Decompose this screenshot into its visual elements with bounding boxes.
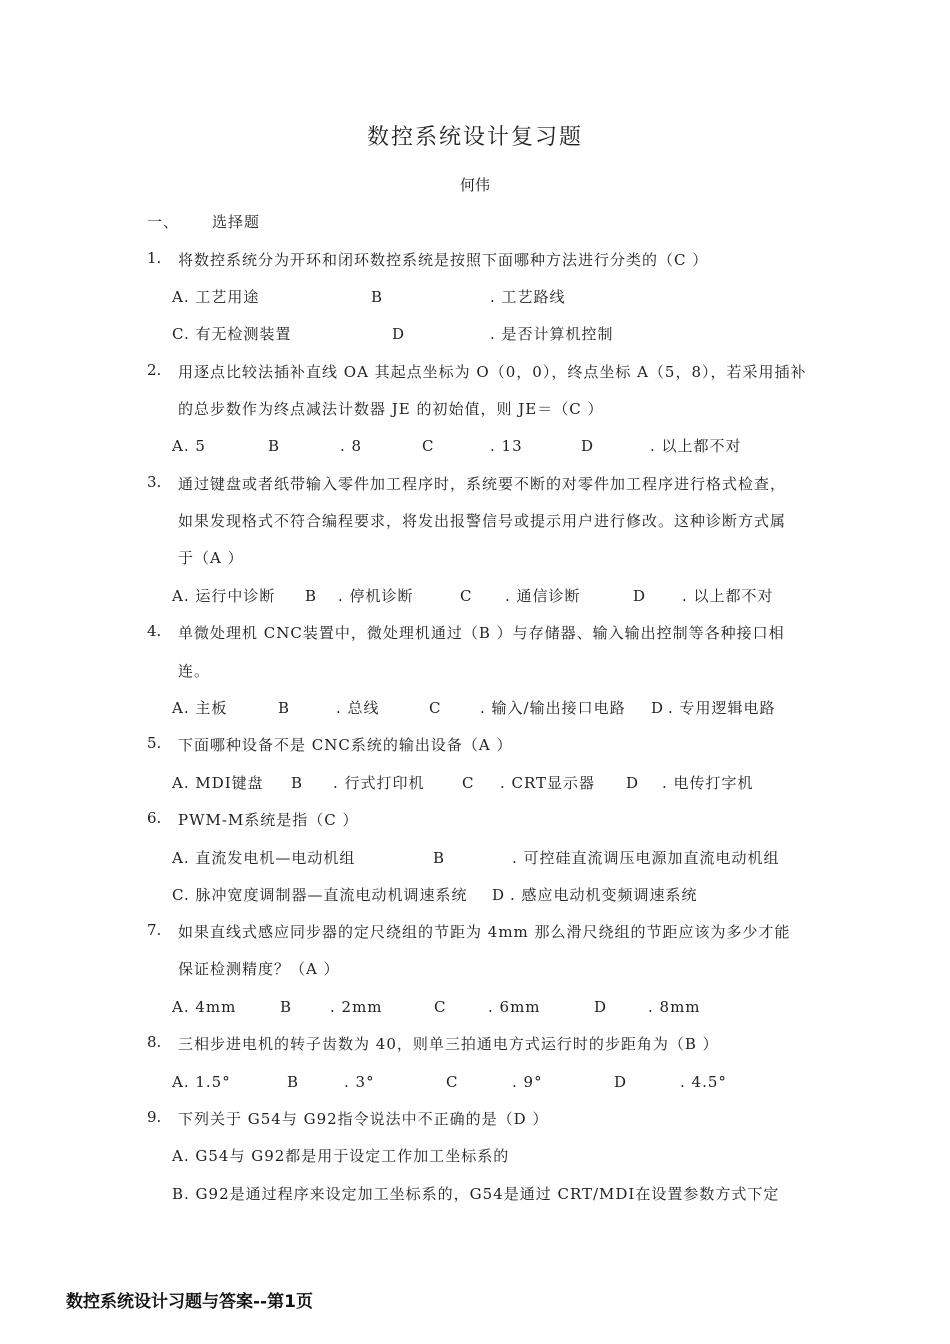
question-text: 如果直线式感应同步器的定尺绕组的节距为 4mm 那么滑尺绕组的节距应该为多少才能	[178, 923, 791, 941]
option-b-letter: B	[371, 288, 384, 306]
option-b-letter: B	[291, 774, 304, 792]
question-text: 下列关于 G54与 G92指令说法中不正确的是（D ）	[178, 1110, 549, 1128]
option-d-text: . 感应电动机变频调速系统	[510, 886, 698, 904]
option-a: A. 主板	[172, 699, 228, 717]
option-a: A. 5	[172, 437, 206, 455]
question-text: 的总步数作为终点减法计数器 JE 的初始值，则 JE＝（C ）	[178, 400, 604, 418]
question-number: 6.	[147, 809, 162, 827]
option-c-text: . 通信诊断	[505, 587, 581, 605]
option-c-text: . 6mm	[488, 998, 541, 1016]
option-c-text: . 9°	[512, 1073, 543, 1091]
option-d-text: . 4.5°	[680, 1073, 727, 1091]
option-d-text: . 以上都不对	[682, 587, 774, 605]
option-a: A. 工艺用途	[172, 288, 260, 306]
page-footer: 数控系统设计习题与答案--第1页	[66, 1292, 313, 1312]
option-d-text: . 是否计算机控制	[490, 325, 614, 343]
option-d-letter: D	[594, 998, 608, 1016]
option-c-text: . 13	[490, 437, 523, 455]
option-a: A. G54与 G92都是用于设定工作加工坐标系的	[172, 1147, 510, 1165]
option-c-letter: C	[434, 998, 447, 1016]
option-c-letter: C	[460, 587, 473, 605]
option-b-letter: B	[278, 699, 291, 717]
option-b-text: . 8	[340, 437, 363, 455]
option-b-text: . 2mm	[330, 998, 383, 1016]
option-b-text: . 3°	[344, 1073, 375, 1091]
question-text: 通过键盘或者纸带输入零件加工程序时，系统要不断的对零件加工程序进行格式检查，	[178, 475, 787, 493]
option-a: A. MDI键盘	[172, 774, 264, 792]
option-c-text: . 输入/输出接口电路	[480, 699, 626, 717]
question-text: PWM-M系统是指（C ）	[178, 811, 359, 829]
option-c-letter: C	[422, 437, 435, 455]
section-number: 一、	[147, 213, 180, 231]
question-text: 单微处理机 CNC装置中，微处理机通过（B ）与存储器、输入输出控制等各种接口相	[178, 624, 785, 642]
option-b-text: . 工艺路线	[490, 288, 566, 306]
option-d-letter: D	[651, 699, 665, 717]
option-d-letter: D	[492, 886, 506, 904]
option-d-text: . 以上都不对	[650, 437, 742, 455]
question-number: 2.	[147, 361, 162, 379]
option-b-text: . 可控硅直流调压电源加直流电动机组	[512, 849, 780, 867]
option-c: C. 有无检测装置	[172, 325, 292, 343]
question-number: 5.	[147, 734, 162, 752]
option-d-letter: D	[614, 1073, 628, 1091]
question-text: 用逐点比较法插补直线 OA 其起点坐标为 O（0，0），终点坐标 A（5，8），若采用插补	[178, 363, 807, 381]
option-b-text: . 行式打印机	[333, 774, 425, 792]
question-text: 于（A ）	[178, 549, 244, 567]
option-d-letter: D	[581, 437, 595, 455]
option-a: A. 直流发电机—电动机组	[172, 849, 356, 867]
question-text: 如果发现格式不符合编程要求，将发出报警信号或提示用户进行修改。这种诊断方式属	[178, 512, 787, 530]
option-b: B. G92是通过程序来设定加工坐标系的，G54是通过 CRT/MDI在设置参数方式下定	[172, 1185, 780, 1203]
option-a: A. 运行中诊断	[172, 587, 276, 605]
question-number: 8.	[147, 1033, 162, 1051]
question-text: 下面哪种设备不是 CNC系统的输出设备（A ）	[178, 736, 513, 754]
option-b-letter: B	[287, 1073, 300, 1091]
question-number: 7.	[147, 921, 162, 939]
option-b-letter: B	[280, 998, 293, 1016]
option-d-text: . 电传打字机	[662, 774, 754, 792]
option-d-letter: D	[392, 325, 406, 343]
question-text: 将数控系统分为开环和闭环数控系统是按照下面哪种方法进行分类的（C ）	[178, 251, 709, 269]
question-number: 1.	[147, 249, 162, 267]
option-d-text: . 8mm	[648, 998, 701, 1016]
author-name: 何伟	[459, 176, 490, 194]
option-b-letter: B	[305, 587, 318, 605]
option-c-letter: C	[462, 774, 475, 792]
question-text: 连。	[178, 662, 211, 680]
option-d-letter: D	[633, 587, 647, 605]
option-c-letter: C	[429, 699, 442, 717]
option-b-letter: B	[433, 849, 446, 867]
page-title: 数控系统设计复习题	[366, 125, 583, 150]
option-a: A. 1.5°	[172, 1073, 231, 1091]
option-c-letter: C	[446, 1073, 459, 1091]
option-d-letter: D	[626, 774, 640, 792]
question-text: 三相步进电机的转子齿数为 40，则单三拍通电方式运行时的步距角为（B ）	[178, 1035, 719, 1053]
section-label: 选择题	[212, 213, 261, 231]
question-number: 4.	[147, 622, 162, 640]
question-number: 3.	[147, 473, 162, 491]
option-b-text: . 停机诊断	[338, 587, 414, 605]
question-text: 保证检测精度？（A ）	[178, 960, 340, 978]
option-c: C. 脉冲宽度调制器—直流电动机调速系统	[172, 886, 468, 904]
option-b-text: . 总线	[336, 699, 380, 717]
option-b-letter: B	[268, 437, 281, 455]
question-number: 9.	[147, 1108, 162, 1126]
option-c-text: . CRT显示器	[500, 774, 596, 792]
option-d-text: . 专用逻辑电路	[668, 699, 776, 717]
option-a: A. 4mm	[172, 998, 237, 1016]
